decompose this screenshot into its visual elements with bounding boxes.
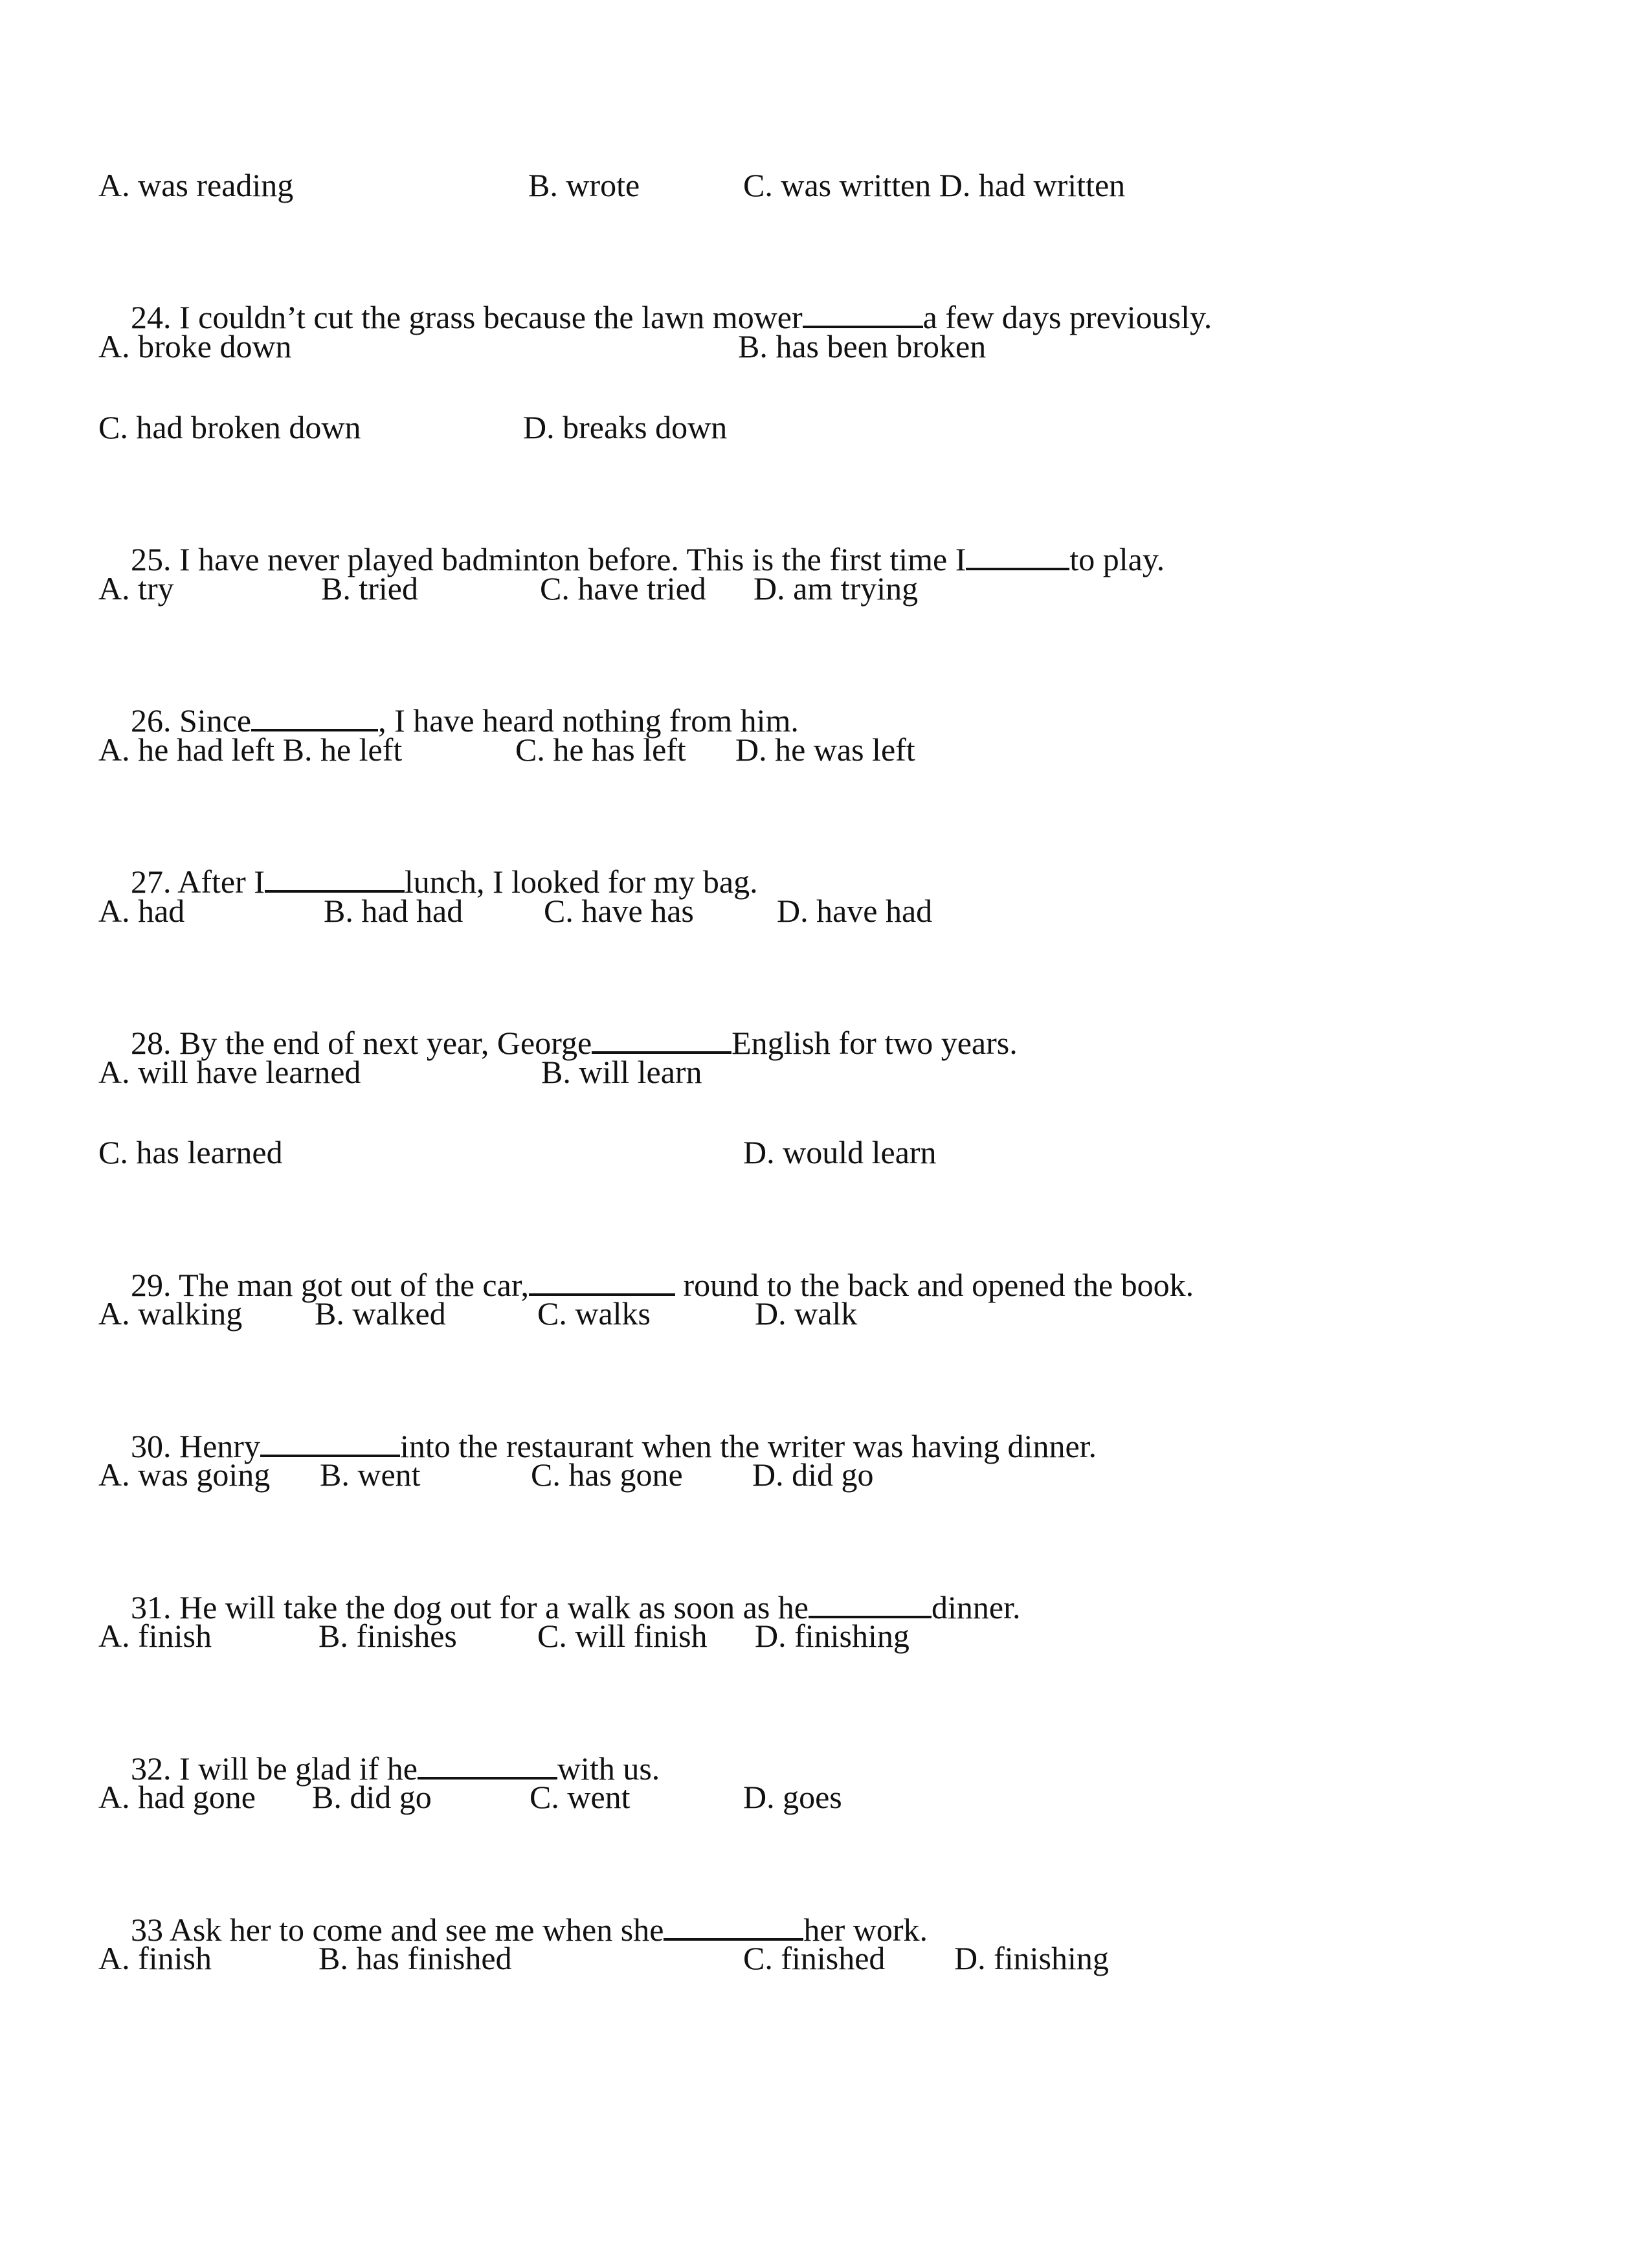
question-text-after: round to the back and opened the book. bbox=[675, 1267, 1194, 1303]
options-row-q26 bbox=[98, 724, 1587, 776]
question-31 bbox=[98, 1530, 1587, 1625]
option-d: D. finishing bbox=[755, 1618, 910, 1654]
question-number: 25. bbox=[131, 541, 172, 577]
option-c: C. has learned bbox=[98, 1134, 283, 1170]
options-row-q31 bbox=[98, 1610, 1587, 1662]
options-row-q27 bbox=[98, 885, 1587, 937]
option-c: C. will finish bbox=[537, 1618, 708, 1654]
question-number: 32. bbox=[131, 1750, 172, 1787]
option-a: A. broke down bbox=[98, 328, 292, 364]
question-30 bbox=[98, 1368, 1587, 1464]
option-c: C. has gone bbox=[531, 1456, 683, 1493]
option-a: A. will have learned bbox=[98, 1054, 361, 1090]
question-text-before: Since bbox=[171, 702, 252, 739]
question-text-after: , I have heard nothing from him. bbox=[378, 702, 799, 739]
question-text-before: By the end of next year, George bbox=[171, 1025, 592, 1061]
question-25 bbox=[98, 482, 1587, 577]
question-26 bbox=[98, 643, 1587, 739]
option-c-d: C. was written D. had written bbox=[743, 167, 1126, 203]
option-b: B. will learn bbox=[541, 1054, 702, 1090]
question-text-before: Henry bbox=[171, 1428, 260, 1464]
option-a: A. try bbox=[98, 570, 174, 607]
question-number: 26. bbox=[131, 702, 172, 739]
option-b: B. tried bbox=[321, 570, 418, 607]
options-row-q28-ab bbox=[98, 1046, 1587, 1098]
question-29 bbox=[98, 1207, 1587, 1303]
options-row-q24-cd bbox=[98, 401, 1587, 453]
option-b: B. went bbox=[320, 1456, 421, 1493]
question-number: 33 bbox=[131, 1912, 163, 1948]
option-b: B. had had bbox=[324, 893, 463, 929]
option-b: B. did go bbox=[312, 1779, 432, 1815]
question-text-before: I will be glad if he bbox=[171, 1750, 418, 1787]
question-text-before: After I bbox=[171, 864, 265, 900]
option-b: B. wrote bbox=[528, 167, 640, 203]
option-d: D. am trying bbox=[753, 570, 919, 607]
question-text-before: The man got out of the car, bbox=[171, 1267, 529, 1303]
option-a: A. walking bbox=[98, 1295, 243, 1332]
question-number: 24. bbox=[131, 299, 172, 335]
question-number: 29. bbox=[131, 1267, 172, 1303]
options-row-q23 bbox=[98, 159, 1587, 211]
question-text-before: He will take the dog out for a walk as soon as he bbox=[171, 1589, 809, 1625]
question-text-after: her work. bbox=[803, 1912, 928, 1948]
options-row-q29 bbox=[98, 1288, 1587, 1339]
option-c: C. walks bbox=[537, 1295, 651, 1332]
question-text-before: I couldn’t cut the grass because the lawn mower bbox=[171, 299, 803, 335]
option-d: D. would learn bbox=[743, 1134, 937, 1170]
question-number: 31. bbox=[131, 1589, 172, 1625]
options-row-q25 bbox=[98, 563, 1587, 614]
option-d: D. goes bbox=[743, 1779, 842, 1815]
option-a: A. had bbox=[98, 893, 185, 929]
question-number: 30. bbox=[131, 1428, 172, 1464]
question-text-after: with us. bbox=[557, 1750, 660, 1787]
question-number: 27. bbox=[131, 864, 172, 900]
question-text-after: dinner. bbox=[931, 1589, 1021, 1625]
option-b: B. has been broken bbox=[738, 328, 987, 364]
option-c: C. finished bbox=[743, 1940, 886, 1976]
option-c: C. have has bbox=[544, 893, 694, 929]
option-a: A. finish bbox=[98, 1618, 212, 1654]
question-text-after: into the restaurant when the writer was having dinner. bbox=[399, 1428, 1097, 1464]
question-text-before: Ask her to come and see me when she bbox=[163, 1912, 664, 1948]
question-27 bbox=[98, 804, 1587, 900]
option-d: D. walk bbox=[755, 1295, 858, 1332]
option-d: D. did go bbox=[752, 1456, 874, 1493]
question-33 bbox=[98, 1852, 1587, 1948]
question-text-before: I have never played badminton before. This is the first time I bbox=[171, 541, 966, 577]
option-a: A. finish bbox=[98, 1940, 212, 1976]
option-c: C. had broken down bbox=[98, 409, 361, 445]
option-d: D. have had bbox=[777, 893, 933, 929]
options-row-q33 bbox=[98, 1932, 1587, 1984]
option-d: D. finishing bbox=[954, 1940, 1109, 1976]
option-c: C. went bbox=[530, 1779, 631, 1815]
option-a: A. was reading bbox=[98, 167, 294, 203]
options-row-q24-ab bbox=[98, 320, 1587, 372]
question-24 bbox=[98, 240, 1587, 335]
option-a: A. was going bbox=[98, 1456, 271, 1493]
option-c: C. have tried bbox=[540, 570, 706, 607]
option-c: C. he has left bbox=[515, 731, 686, 768]
options-row-q30 bbox=[98, 1449, 1587, 1501]
question-28 bbox=[98, 965, 1587, 1061]
options-row-q32 bbox=[98, 1771, 1587, 1823]
question-text-after: English for two years. bbox=[731, 1025, 1018, 1061]
option-d: D. breaks down bbox=[523, 409, 728, 445]
option-a-b: A. he had left B. he left bbox=[98, 731, 403, 768]
question-text-after: to play. bbox=[1069, 541, 1165, 577]
option-b: B. walked bbox=[315, 1295, 446, 1332]
question-text-after: a few days previously. bbox=[922, 299, 1212, 335]
question-text-after: lunch, I looked for my bag. bbox=[404, 864, 758, 900]
option-b: B. has finished bbox=[318, 1940, 512, 1976]
question-32 bbox=[98, 1691, 1587, 1787]
options-row-q28-cd bbox=[98, 1126, 1587, 1178]
option-a: A. had gone bbox=[98, 1779, 256, 1815]
question-number: 28. bbox=[131, 1025, 172, 1061]
option-b: B. finishes bbox=[318, 1618, 457, 1654]
option-d: D. he was left bbox=[735, 731, 915, 768]
